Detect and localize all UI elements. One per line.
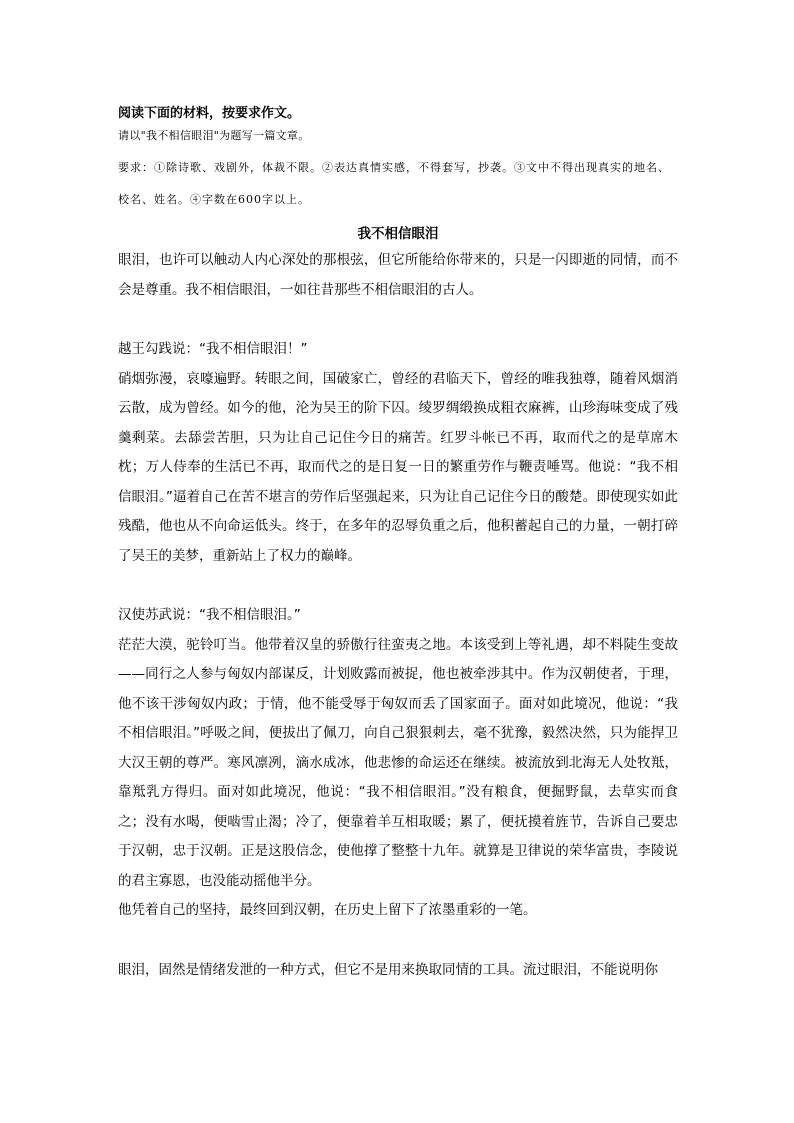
paragraph-spacer xyxy=(118,305,678,335)
paragraph-suwu-ending: 他凭着自己的坚持，最终回到汉朝，在历史上留下了浓墨重彩的一笔。 xyxy=(118,902,537,918)
essay-prompt: 请以"我不相信眼泪"为题写一篇文章。 xyxy=(118,129,310,142)
paragraph-goujian-quote: 越王勾践说：“我不相信眼泪！” xyxy=(118,341,308,357)
essay-title: 我不相信眼泪 xyxy=(357,226,439,242)
document-page xyxy=(118,98,678,985)
requirements-text: 要求：①除诗歌、戏剧外，体裁不限。②表达真情实感，不得套写，抄袭。③文中不得出现真实的地名、校名、姓名。④字数在600字以上。 xyxy=(118,161,670,206)
paragraph-suwu-story: 茫茫大漠，驼铃叮当。他带着汉皇的骄傲行往蛮夷之地。本该受到上等礼遇，却不料陡生变故——同行之人参与匈奴内部谋反，计划败露而被捉，他也被牵涉其中。作为汉朝使者，于理，他不该干涉匈奴内政；于情，他不能受辱于匈奴而丢了国家面子。面对如此境况，他说：“我不相信眼泪。”呼吸之间，便拔出了佩刀，向自己狠狠刺去，毫不犹豫，毅然决然，只为能捍卫大汉王朝的尊严。寒风凛冽，滴水成冰，他悲惨的命运还在继续。被流放到北海无人处牧羝，靠羝乳方得归。面对如此境况，他说：“我不相信眼泪。”没有粮食，便掘野鼠，去草实而食之；没有水喝，便啮雪止渴；冷了，便靠着羊互相取暖；累了，便抚摸着旌节，告诉自己要忠于汉朝，忠于汉朝。正是这股信念，使他撑了整整十九年。就算是卫律说的荣华富贵，李陵说的君主寡恩，也没能动摇他半分。 xyxy=(118,636,678,889)
instruction-heading: 阅读下面的材料，按要求作文。 xyxy=(118,106,301,121)
paragraph-conclusion: 眼泪，固然是情绪发泄的一种方式，但它不是用来换取同情的工具。流过眼泪，不能说明你 xyxy=(118,961,658,978)
paragraph-goujian-story: 硝烟弥漫，哀嚎遍野。转眼之间，国破家亡，曾经的君临天下，曾经的唯我独尊，随着风烟消云散，成为曾经。如今的他，沦为吴王的阶下囚。绫罗绸缎换成粗衣麻裤，山珍海味变成了残羹剩菜。去舔尝苦胆，只为让自己记住今日的痛苦。红罗斗帐已不再，取而代之的是草席木枕；万人侍奉的生活已不再，取而代之的是日复一日的繁重劳作与鞭责唾骂。他说：“我不相信眼泪。”逼着自己在苦不堪言的劳作后坚强起来，只为让自己记住今日的酸楚。即使现实如此残酷，他也从不向命运低头。终于，在多年的忍辱负重之后，他积蓄起自己的力量，一朝打碎了吴王的美梦，重新站上了权力的巅峰。 xyxy=(118,370,678,564)
paragraph-spacer xyxy=(118,926,678,956)
paragraph-intro: 眼泪，也许可以触动人内心深处的那根弦，但它所能给你带来的，只是一闪即逝的同情，而不会是尊重。我不相信眼泪，一如往昔那些不相信眼泪的古人。 xyxy=(118,252,678,298)
paragraph-spacer xyxy=(118,571,678,601)
paragraph-suwu-quote: 汉使苏武说：“我不相信眼泪。” xyxy=(118,607,301,623)
